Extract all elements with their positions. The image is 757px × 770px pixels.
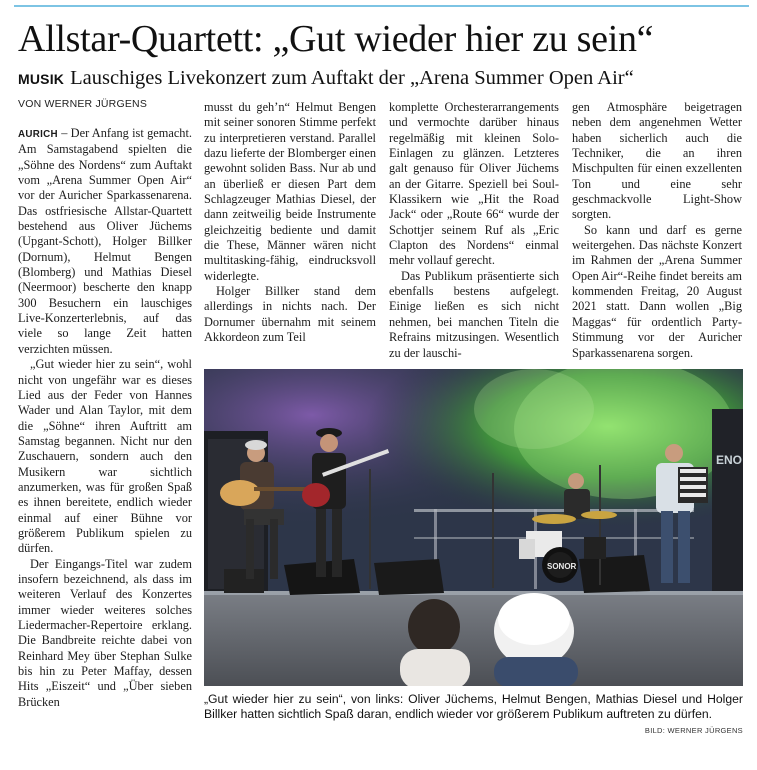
article-column-4: [572, 100, 742, 361]
drum-brand-text: SONOR: [547, 562, 577, 571]
concert-photo: [204, 369, 743, 686]
paragraph: „Gut wieder hier zu sein“, wohl nicht von ungefähr war es dieses Lied aus der Feder von Hannes Wader und Alan Taylor, mit dem die „Söhne“ ihren Auftritt am Samstag begannen. Nicht nur den Zuschauern, sondern auch den Musikern war sichtlich anzumerken, was für großen Spaß es ihnen bereitete, endlich wieder einmal auf einer Bühne vor größerem Publikum spielen zu dürfen.: [18, 357, 192, 556]
photo-caption: „Gut wieder hier zu sein“, von links: Oliver Jüchems, Helmut Bengen, Mathias Diesel und Holger Billker hatten sichtlich Spaß daran, endlich wieder vor größerem Publikum auftreten zu dürfen.: [204, 692, 743, 722]
article-column-2: [204, 100, 376, 346]
article-column-3: [389, 100, 559, 361]
paragraph: [18, 126, 192, 357]
author-byline: VON WERNER JÜRGENS: [18, 98, 148, 110]
paragraph: Das Publikum präsentierte sich ebenfalls bestens aufgelegt. Einige ließen es sich nicht nehmen, bei manchen Titeln die Refrains mitzusingen. Wesentlich zu der lauschi-: [389, 268, 559, 360]
concert-stage-illustration: [204, 369, 743, 686]
paragraph: Holger Billker stand dem allerdings in nichts nach. Der Dornumer übernahm mit seinem Akkordeon zum Teil: [204, 284, 376, 345]
banner-text: ENO: [716, 453, 743, 467]
paragraph: So kann und darf es gerne weitergehen. Das nächste Konzert im Rahmen der „Arena Summer Open Air“-Reihe findet bereits am kommenden Freitag, 20 August 2021 statt. Dann wollen „Big Maggas“ für ordentlich Party-Stimmung vor der Auricher Sparkassenarena sorgen.: [572, 222, 743, 360]
section-kicker: MUSIK: [18, 71, 65, 87]
photo-credit: BILD: WERNER JÜRGENS: [644, 726, 743, 735]
subheadline: Lauschiges Livekonzert zum Auftakt der „Arena Summer Open Air“: [70, 67, 634, 89]
paragraph: gen Atmosphäre beigetragen neben dem angenehmen Wetter haben sicherlich auch die Techniker, die an ihren Mischpulten für einen exzellenten Ton und eine sehr geschmackvolle Light-Show sorgten.: [572, 100, 742, 222]
headline: Allstar-Quartett: „Gut wieder hier zu sein“: [18, 18, 654, 60]
subheadline-row: [18, 66, 634, 91]
paragraph: komplette Orchesterarrangements und vermochte darüber hinaus regelmäßig mit kleinen Solo-Einlagen zu glänzen. Letzteres galt genauso für Oliver Jüchems an der Gitarre. Speziell bei Soul-Klassikern wie „Hit the Road Jack“ oder „Route 66“ wurde der Schottjer seinem Ruf als „Eric Clapton des Nordens“ einmal mehr vollauf gerecht.: [389, 100, 559, 268]
paragraph-text: – Der Anfang ist gemacht. Am Samstagabend spielten die „Söhne des Nordens“ zum Auftakt vom „Arena Summer Open Air“ vor der Auricher Sparkassenarena. Das ostfriesische Allstar-Quartett bestehend aus Oliver Jüchems (Upgant-Schott), Holger Billker (Dornum), Helmut Bengen (Blomberg) und Mathias Diesel (Neermoor) bescherte den knapp 300 Besuchern ein lauschiges Live-Konzerterlebnis, auf das viele so lange Zeit hatten verzichten müssen.: [18, 126, 192, 356]
top-rule: [14, 5, 749, 7]
paragraph: musst du geh’n“ Helmut Bengen mit seiner sonoren Stimme perfekt zu interpretieren verstand. Parallel dazu lieferte der Blomberger einen gewohnt soliden Bass. Nur ab und an überließ er diesen Part dem Schlagzeuger Mathias Diesel, der dann zeitweilig beide Instrumente gleichzeitig bediente und damit die These, Männer wären nicht multitasking-fähig, eindrucksvoll widerlegte.: [204, 100, 376, 283]
article-column-1: [18, 126, 192, 710]
paragraph: Der Eingangs-Titel war zudem insofern bezeichnend, als dass im weiteren Verlauf des Konzertes immer wieder weiteres solches Liedermacher-Repertoire erklang. Die Bandbreite reichte dabei von Reinhard Mey über Stephan Sulke bis hin zu Peter Maffay, dessen Hits „Eiszeit“ und „Über sieben Brücken: [18, 556, 192, 709]
dateline: AURICH: [18, 129, 58, 140]
